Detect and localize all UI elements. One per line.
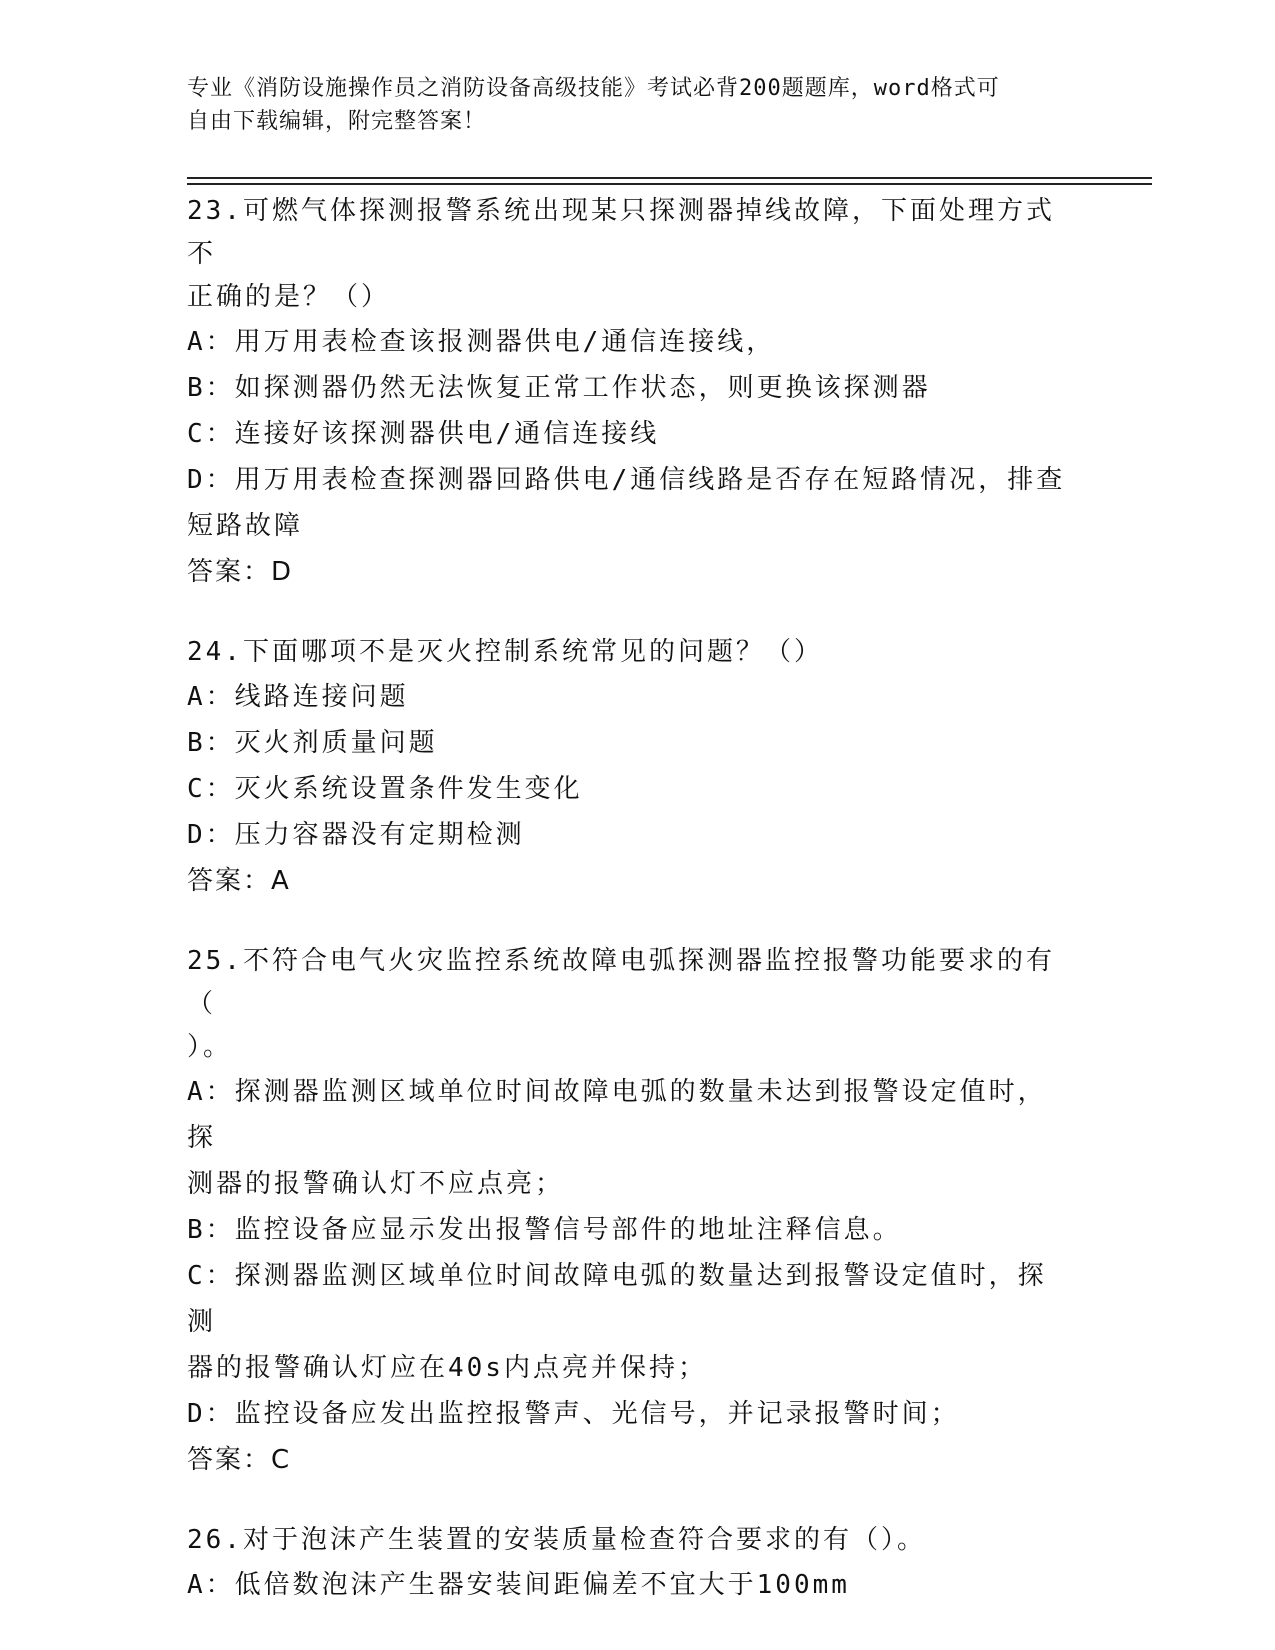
option-c: C：灭火系统设置条件发生变化	[187, 774, 583, 804]
answer-label: 答案：D	[187, 557, 294, 587]
option-d-cont: 短路故障	[187, 511, 304, 541]
option-a: A：低倍数泡沫产生器安装间距偏差不宜大于100mm	[187, 1570, 850, 1600]
header-line-1: 专业《消防设施操作员之消防设备高级技能》考试必背200题题库，word格式可	[187, 76, 1000, 101]
option-d: D：压力容器没有定期检测	[187, 820, 525, 850]
question-stem-cont: 正确的是？（）	[187, 282, 391, 312]
option-d: D：用万用表检查探测器回路供电/通信线路是否存在短路情况，排查	[187, 465, 1066, 495]
option-c: C：探测器监测区域单位时间故障电弧的数量达到报警设定值时，探测	[187, 1261, 1047, 1337]
header-line-2: 自由下载编辑，附完整答案！	[187, 109, 487, 134]
question-23	[187, 190, 1067, 595]
option-b: B：监控设备应显示发出报警信号部件的地址注释信息。	[187, 1215, 902, 1245]
question-stem: 24.下面哪项不是灭火控制系统常见的问题？（）	[187, 637, 823, 667]
answer-label: 答案：A	[187, 866, 291, 896]
question-stem: 26.对于泡沫产生装置的安装质量检查符合要求的有（）。	[187, 1525, 926, 1555]
question-26	[187, 1519, 1067, 1608]
header-divider-bottom	[187, 183, 1152, 185]
option-a-cont: 测器的报警确认灯不应点亮；	[187, 1169, 565, 1199]
question-stem: 25.不符合电气火灾监控系统故障电弧探测器监控报警功能要求的有（	[187, 946, 1055, 1019]
answer-label: 答案：C	[187, 1445, 292, 1475]
option-b: B：如探测器仍然无法恢复正常工作状态，则更换该探测器	[187, 373, 931, 403]
option-a: A：线路连接问题	[187, 682, 409, 712]
option-b: B：灭火剂质量问题	[187, 728, 438, 758]
option-a: A：探测器监测区域单位时间故障电弧的数量未达到报警设定值时，探	[187, 1077, 1047, 1153]
question-25	[187, 940, 1067, 1483]
header-divider-top	[187, 177, 1152, 179]
question-stem: 23.可燃气体探测报警系统出现某只探测器掉线故障，下面处理方式不	[187, 196, 1055, 269]
option-c: C：连接好该探测器供电/通信连接线	[187, 419, 660, 449]
question-list	[187, 190, 1067, 1644]
document-header	[187, 72, 1067, 138]
question-stem-cont: ）。	[187, 1032, 233, 1062]
question-24	[187, 631, 1067, 904]
option-a: A：用万用表检查该报测器供电/通信连接线，	[187, 327, 776, 357]
option-d: D：监控设备应发出监控报警声、光信号，并记录报警时间；	[187, 1399, 960, 1429]
option-c-cont: 器的报警确认灯应在40s内点亮并保持；	[187, 1353, 707, 1383]
